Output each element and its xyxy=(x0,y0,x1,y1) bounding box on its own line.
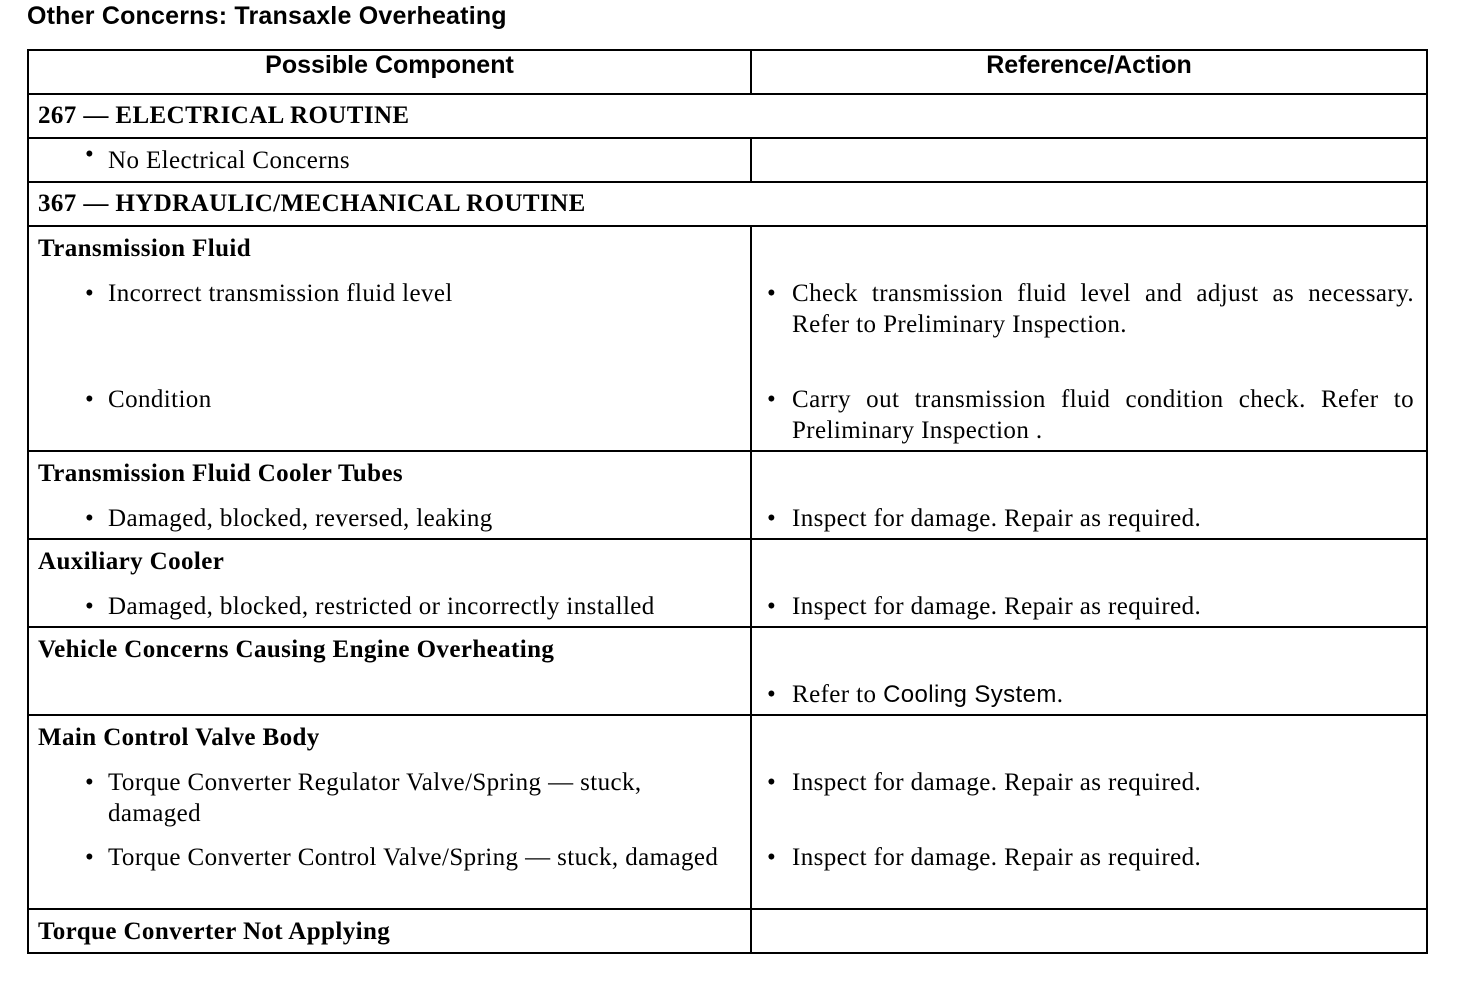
section-title-electrical: 267 — ELECTRICAL ROUTINE xyxy=(38,102,410,129)
component-text: Damaged, blocked, reversed, leaking xyxy=(108,505,493,532)
group-title-converter: Torque Converter Not Applying xyxy=(38,918,391,945)
action-text: Carry out transmission fluid condition check. Refer to Preliminary Inspection . xyxy=(792,386,1414,444)
column-header-action: Reference/Action xyxy=(751,50,1427,94)
action-item xyxy=(752,278,1426,340)
bullet-icon: • xyxy=(85,844,95,871)
diagnosis-table xyxy=(27,49,1428,954)
table-row xyxy=(28,909,1427,953)
bullet-icon: • xyxy=(85,280,95,307)
bullet-icon: • xyxy=(85,769,95,796)
component-text: Torque Converter Control Valve/Spring — stuck, damaged xyxy=(108,844,719,871)
table-row xyxy=(28,226,1427,451)
component-cell xyxy=(28,627,751,715)
bullet-icon: • xyxy=(767,280,777,307)
list-item xyxy=(29,278,750,309)
group-title-cooler-tubes: Transmission Fluid Cooler Tubes xyxy=(38,460,404,487)
action-item xyxy=(752,503,1426,534)
action-cell xyxy=(751,138,1427,182)
table-row xyxy=(28,138,1427,182)
action-cell xyxy=(751,627,1427,715)
component-cell xyxy=(28,226,751,451)
bullet-icon: • xyxy=(767,769,777,796)
table-row xyxy=(28,539,1427,627)
section-cell xyxy=(28,182,1427,226)
list-item xyxy=(29,842,750,873)
bullet-icon: • xyxy=(85,386,95,413)
action-text: Check transmission fluid level and adjust as necessary. Refer to Preliminary Inspection. xyxy=(792,280,1414,338)
action-cell xyxy=(751,451,1427,539)
action-text: Inspect for damage. Repair as required. xyxy=(792,844,1202,871)
section-cell xyxy=(28,94,1427,138)
bullet-icon: • xyxy=(767,844,777,871)
group-title-valve-body: Main Control Valve Body xyxy=(38,724,320,751)
table-row xyxy=(28,451,1427,539)
table-row xyxy=(28,627,1427,715)
action-item xyxy=(752,842,1426,873)
component-text: No Electrical Concerns xyxy=(108,147,351,174)
action-item xyxy=(752,384,1426,446)
action-cell xyxy=(751,539,1427,627)
bullet-icon: • xyxy=(85,505,95,532)
action-text: Refer to xyxy=(792,681,884,708)
component-cell xyxy=(28,909,751,953)
component-text: Incorrect transmission fluid level xyxy=(108,280,453,307)
component-text: Condition xyxy=(108,386,212,413)
action-text: Inspect for damage. Repair as required. xyxy=(792,505,1202,532)
action-item xyxy=(752,679,1426,710)
group-title-vehicle: Vehicle Concerns Causing Engine Overheating xyxy=(38,636,555,663)
bullet-icon: • xyxy=(767,681,777,708)
bullet-icon: • xyxy=(85,593,95,620)
group-title-fluid: Transmission Fluid xyxy=(38,235,252,262)
list-item xyxy=(29,503,750,534)
action-text: Inspect for damage. Repair as required. xyxy=(792,769,1202,796)
action-cell xyxy=(751,226,1427,451)
document-title: Other Concerns: Transaxle Overheating xyxy=(27,2,507,30)
component-text: Torque Converter Regulator Valve/Spring — stuck, damaged xyxy=(108,769,642,827)
list-item xyxy=(29,139,750,176)
list-item xyxy=(29,384,750,415)
table-row xyxy=(28,715,1427,909)
group-title-aux-cooler: Auxiliary Cooler xyxy=(38,548,225,575)
bullet-icon: • xyxy=(767,593,777,620)
section-row-electrical xyxy=(28,94,1427,138)
component-cell xyxy=(28,451,751,539)
component-text: Damaged, blocked, restricted or incorrectly installed xyxy=(108,593,655,620)
bullet-icon: • xyxy=(767,505,777,532)
section-row-hydraulic xyxy=(28,182,1427,226)
action-cell xyxy=(751,909,1427,953)
list-item xyxy=(29,767,750,829)
action-cell xyxy=(751,715,1427,909)
bullet-icon: • xyxy=(767,386,777,413)
list-item xyxy=(29,591,750,622)
component-cell xyxy=(28,138,751,182)
table-header-row xyxy=(28,50,1427,94)
action-text-suffix: . xyxy=(1056,681,1064,708)
section-title-hydraulic: 367 — HYDRAULIC/MECHANICAL ROUTINE xyxy=(38,190,586,217)
component-cell xyxy=(28,715,751,909)
action-text: Inspect for damage. Repair as required. xyxy=(792,593,1202,620)
bullet-icon: • xyxy=(85,141,95,168)
action-item xyxy=(752,767,1426,798)
cooling-system-reference[interactable]: Cooling System xyxy=(883,681,1057,708)
component-cell xyxy=(28,539,751,627)
action-item xyxy=(752,591,1426,622)
column-header-component: Possible Component xyxy=(28,50,751,94)
